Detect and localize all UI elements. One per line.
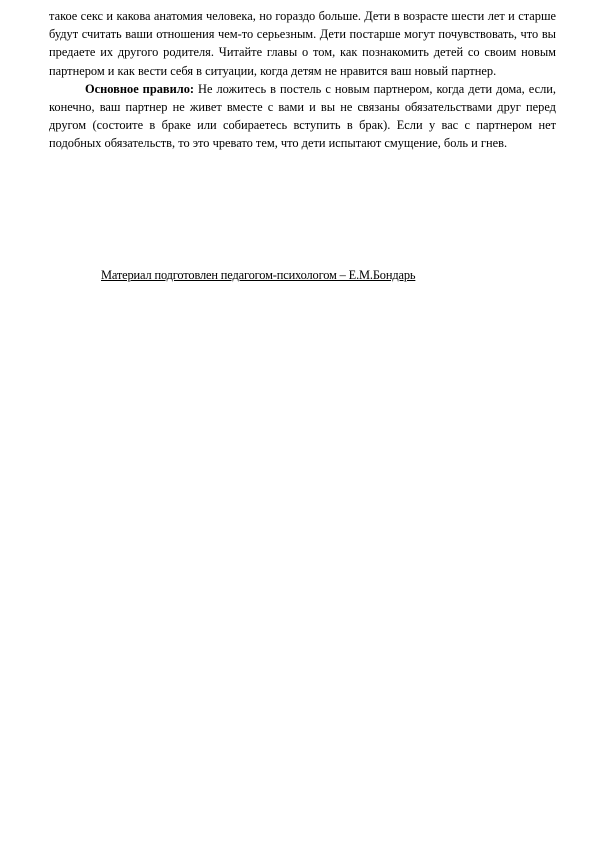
paragraph-intro: такое секс и какова анатомия человека, но гораздо больше. Дети в возрасте шести лет и старше будут считать ваши отношения чем-то серьезным. Дети постарше могут почувствовать, что вы предаете их другого родителя. Читайте главы о том, как познакомить детей со своим новым партнером и как вести себя в ситуации, когда детям не нравится ваш новый партнер. xyxy=(49,9,556,78)
rule-text: Не ложитесь в постель с новым партнером, когда дети дома, если, конечно, ваш партнер не живет вместе с вами и вы не связаны обязательствами друг перед другом (состоите в браке или собираетесь вступить в брак). Если у вас с партнером нет подобных обязательств, то это чревато тем, что дети испытают смущение, боль и гнев. xyxy=(49,81,556,151)
author-credit: Материал подготовлен педагогом-психологом – Е.М.Бондарь xyxy=(101,268,416,282)
rule-label: Основное правило: xyxy=(85,81,195,96)
paragraph-rule xyxy=(49,80,556,153)
body-text xyxy=(49,7,556,153)
